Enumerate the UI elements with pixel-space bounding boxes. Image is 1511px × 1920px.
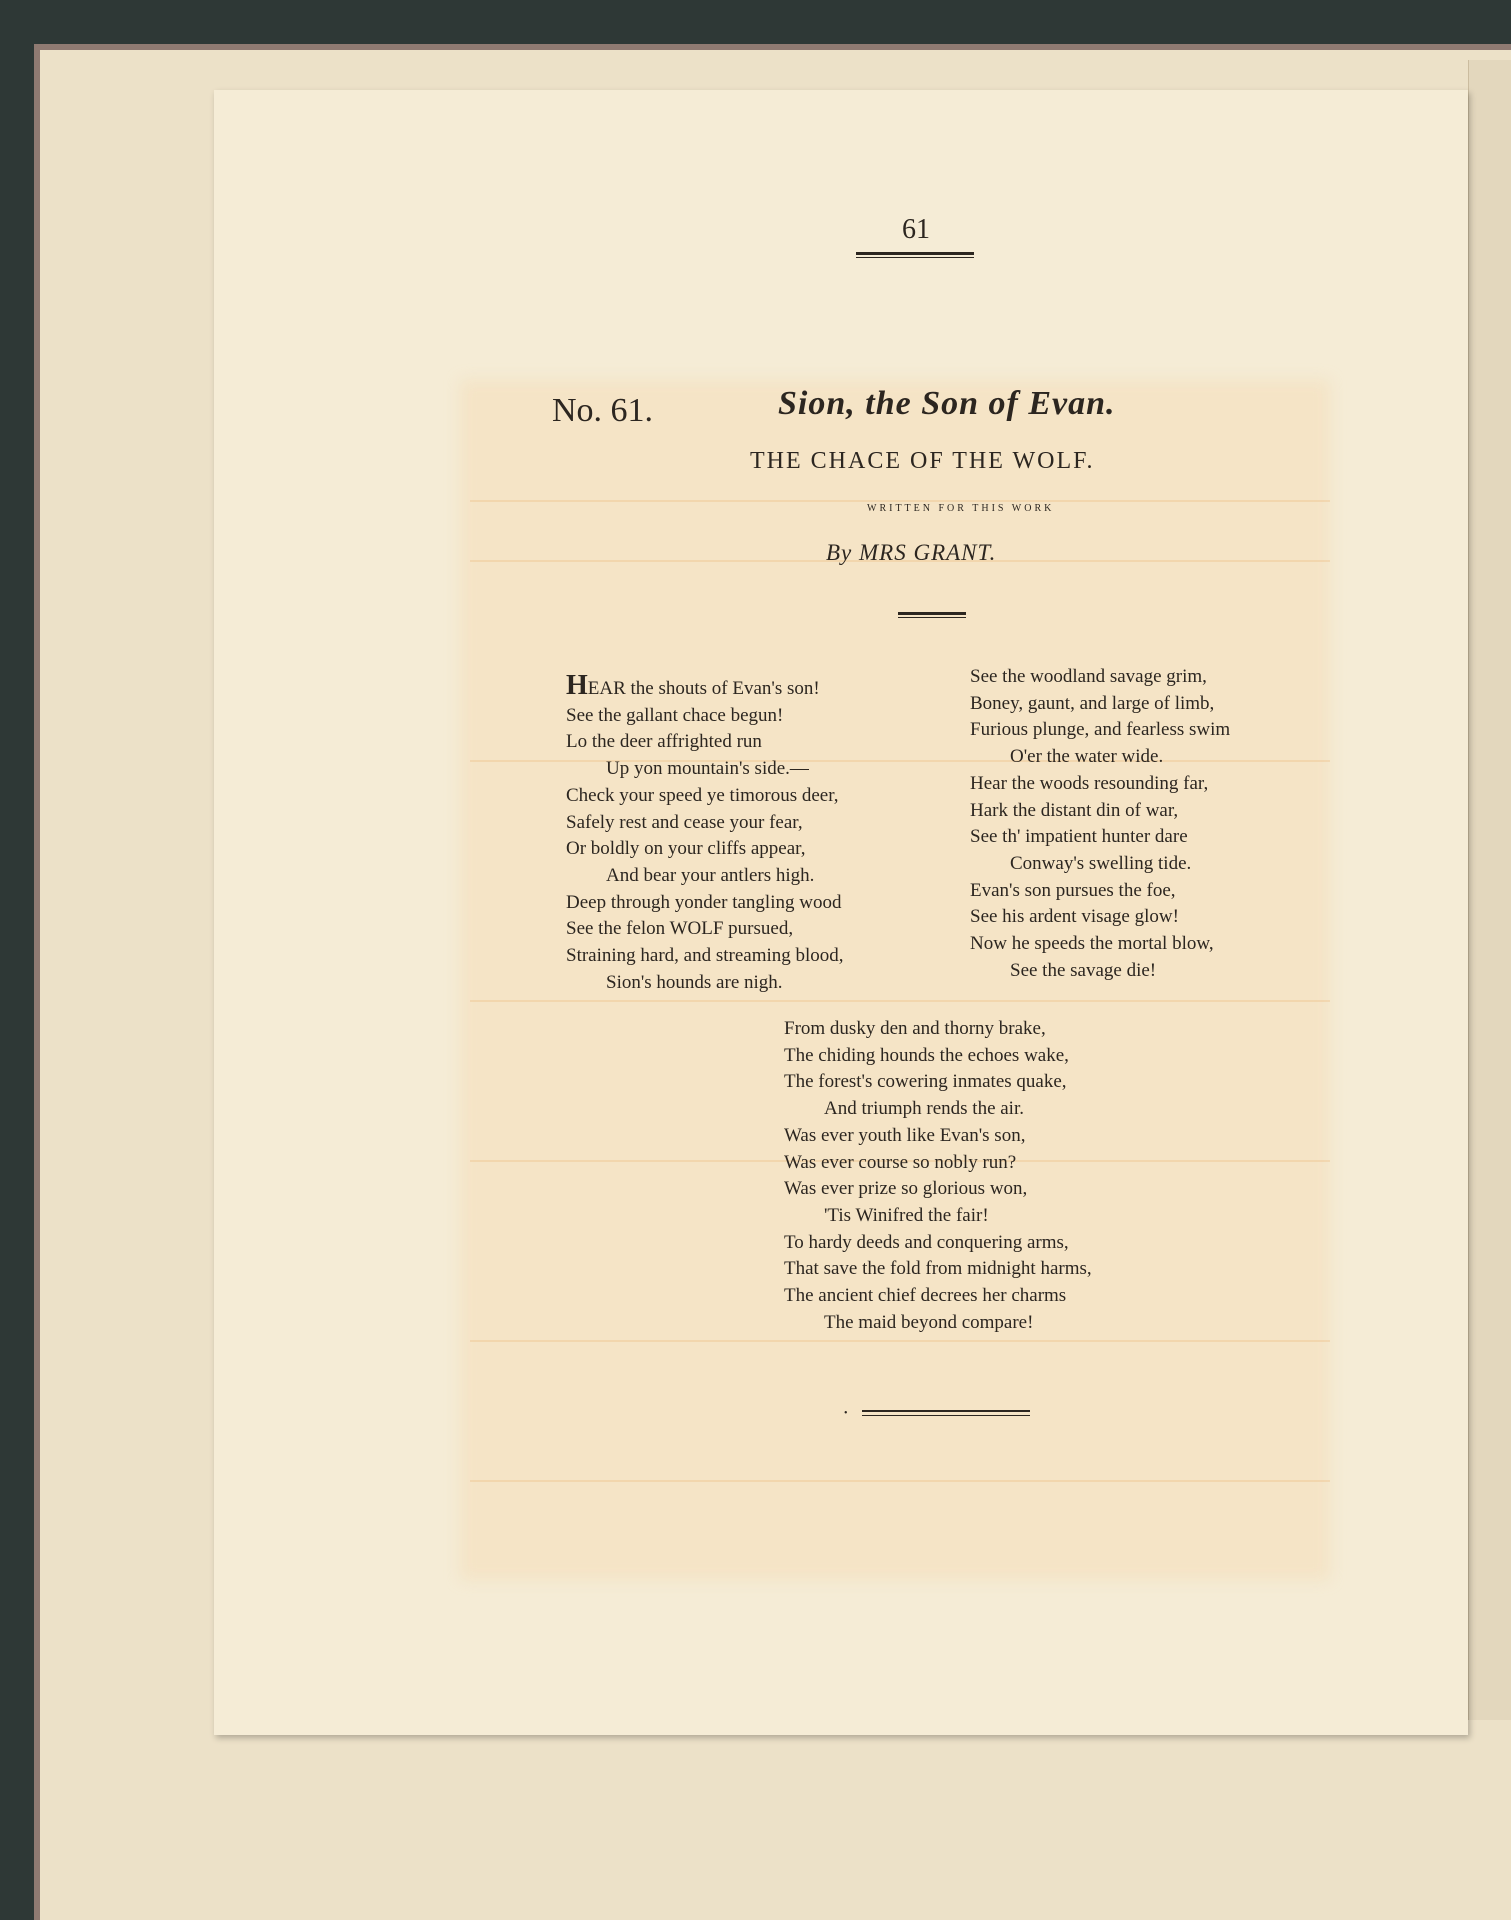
stanza-2 xyxy=(970,664,1230,984)
bleed-staff-line xyxy=(470,500,1330,502)
stanza-line: And triumph rends the air. xyxy=(824,1098,1024,1120)
stanza-line: Boney, gaunt, and large of limb, xyxy=(970,692,1215,714)
stanza-line: Lo the deer affrighted run xyxy=(566,731,762,753)
bleed-staff-line xyxy=(470,1000,1330,1002)
header-rule-thin xyxy=(856,257,974,258)
stanza-line: See th' impatient hunter dare xyxy=(970,826,1188,848)
stanza-line: See the felon WOLF pursued, xyxy=(566,918,794,940)
stanza-line: See the gallant chace begun! xyxy=(566,704,784,726)
header-rule xyxy=(856,252,974,255)
stanza-line: Conway's swelling tide. xyxy=(1010,852,1192,874)
stanza-line: Was ever prize so glorious won, xyxy=(784,1178,1028,1200)
stanza-line: To hardy deeds and conquering arms, xyxy=(784,1231,1069,1253)
adjacent-page-edge xyxy=(1468,60,1511,1720)
stanza-line: From dusky den and thorny brake, xyxy=(784,1018,1046,1039)
stanza-line: Sion's hounds are nigh. xyxy=(606,971,783,993)
song-subtitle: THE CHACE OF THE WOLF. xyxy=(750,448,1095,474)
stanza-line: O'er the water wide. xyxy=(1010,746,1164,768)
stanza-line: The ancient chief decrees her charms xyxy=(784,1285,1067,1307)
page-number: 61 xyxy=(902,214,930,245)
stanza-line: Evan's son pursues the foe, xyxy=(970,879,1176,901)
stanza-line: Was ever course so nobly run? xyxy=(784,1151,1017,1173)
stanza-line: Check your speed ye timorous deer, xyxy=(566,784,839,806)
ornament-dot: • xyxy=(844,1408,848,1419)
song-number: No. 61. xyxy=(552,392,654,429)
stanza-line: Or boldly on your cliffs appear, xyxy=(566,838,806,860)
bleed-staff-line xyxy=(470,1480,1330,1482)
stanza-line: The chiding hounds the echoes wake, xyxy=(784,1044,1069,1066)
stanza-3 xyxy=(784,1016,1092,1336)
stanza-line: See the savage die! xyxy=(1010,959,1157,981)
stanza-line: The forest's cowering inmates quake, xyxy=(784,1071,1067,1093)
written-note: WRITTEN FOR THIS WORK xyxy=(867,503,1055,514)
drop-cap: H xyxy=(566,670,588,701)
stanza-line: And bear your antlers high. xyxy=(606,864,815,886)
stanza-line: Up yon mountain's side.— xyxy=(606,758,809,780)
stanza-line: Was ever youth like Evan's son, xyxy=(784,1124,1026,1146)
stanza-1 xyxy=(566,670,844,996)
stanza-line: Furious plunge, and fearless swim xyxy=(970,719,1231,741)
closing-rule-thin xyxy=(862,1415,1030,1416)
stanza-line: See the woodland savage grim, xyxy=(970,666,1207,687)
stanza-line: Safely rest and cease your fear, xyxy=(566,811,803,833)
stanza-line: The maid beyond compare! xyxy=(824,1311,1034,1333)
author-byline: By MRS GRANT. xyxy=(826,540,997,565)
stanza-line: HEAR the shouts of Evan's son! xyxy=(566,670,820,701)
closing-rule xyxy=(862,1410,1030,1412)
bleed-staff-line xyxy=(470,1340,1330,1342)
stanza-line: See his ardent visage glow! xyxy=(970,906,1179,928)
stanza-line: Hark the distant din of war, xyxy=(970,799,1179,821)
stanza-line: That save the fold from midnight harms, xyxy=(784,1258,1092,1280)
stanza-line: 'Tis Winifred the fair! xyxy=(824,1204,989,1226)
stanza-line: Now he speeds the mortal blow, xyxy=(970,933,1214,955)
stanza-line: Straining hard, and streaming blood, xyxy=(566,945,844,967)
stanza-line: Hear the woods resounding far, xyxy=(970,772,1209,794)
section-rule xyxy=(898,612,966,615)
section-rule-thin xyxy=(898,617,966,618)
stanza-line: Deep through yonder tangling wood xyxy=(566,891,842,913)
song-title: Sion, the Son of Evan. xyxy=(778,385,1116,422)
